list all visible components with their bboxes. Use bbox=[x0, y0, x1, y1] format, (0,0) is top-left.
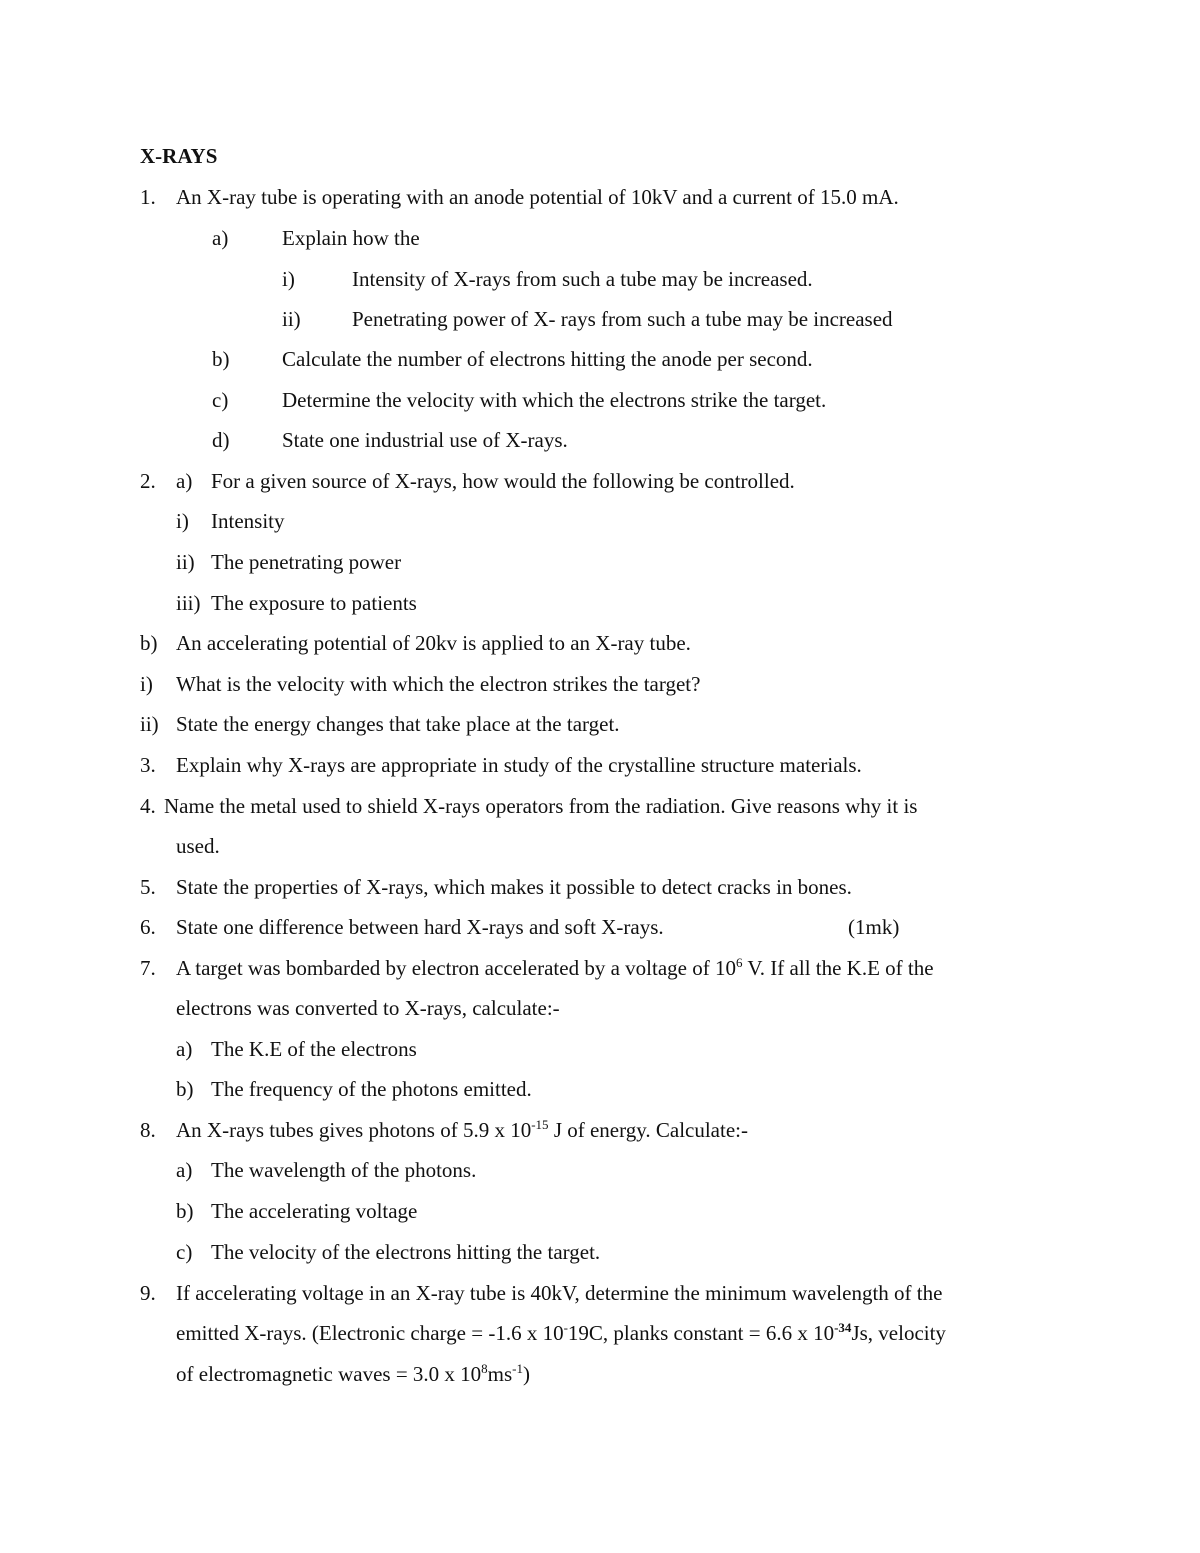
q1aii-label: ii) bbox=[282, 307, 301, 331]
q2-number: 2. bbox=[140, 469, 156, 493]
q9-line2-start: emitted X-rays. (Electronic charge = -1.6 x 10 bbox=[176, 1321, 564, 1345]
q6-marks: (1mk) bbox=[848, 915, 900, 939]
q8-text-start: An X-rays tubes gives photons of 5.9 x 10 bbox=[176, 1118, 532, 1142]
q7-text-start: A target was bombarded by electron accelerated by a voltage of 10 bbox=[176, 956, 736, 980]
q8a-text: The wavelength of the photons. bbox=[211, 1158, 477, 1182]
q3-number: 3. bbox=[140, 753, 156, 777]
q4-text-continued: used. bbox=[176, 834, 220, 858]
q1ai-text: Intensity of X-rays from such a tube may be increased. bbox=[352, 267, 813, 291]
q8-text-end: J of energy. Calculate:- bbox=[548, 1118, 748, 1142]
q7a-text: The K.E of the electrons bbox=[211, 1037, 417, 1061]
q1ai-label: i) bbox=[282, 267, 295, 291]
q9-constants-line bbox=[176, 1321, 946, 1345]
q9-number: 9. bbox=[140, 1281, 156, 1305]
q2ai-text: Intensity bbox=[211, 509, 285, 533]
q8-text bbox=[176, 1118, 748, 1142]
q7-exponent: 6 bbox=[735, 955, 743, 970]
q5-number: 5. bbox=[140, 875, 156, 899]
q2b-text: An accelerating potential of 20kv is applied to an X-ray tube. bbox=[176, 631, 691, 655]
q1aii-text: Penetrating power of X- rays from such a tube may be increased bbox=[352, 307, 893, 331]
q9-wave-velocity-line bbox=[176, 1362, 530, 1386]
q7-text-end: V. If all the K.E of the bbox=[742, 956, 934, 980]
q6-number: 6. bbox=[140, 915, 156, 939]
q9-line2-middle: 19C, planks constant = 6.6 x 10 bbox=[567, 1321, 835, 1345]
q1a-label: a) bbox=[212, 226, 229, 250]
q8a-label: a) bbox=[176, 1158, 193, 1182]
q2aii-text: The penetrating power bbox=[211, 550, 402, 574]
q1-number: 1. bbox=[140, 185, 156, 209]
q2bii-label: ii) bbox=[140, 712, 159, 736]
q5-text: State the properties of X-rays, which makes it possible to detect cracks in bones. bbox=[176, 875, 852, 899]
q4-number: 4. bbox=[140, 794, 156, 818]
q4-text: Name the metal used to shield X-rays operators from the radiation. Give reasons why it is bbox=[164, 794, 918, 818]
q2bi-label: i) bbox=[140, 672, 153, 696]
q8-exponent: -15 bbox=[531, 1117, 549, 1132]
q2aiii-label: iii) bbox=[176, 591, 201, 615]
q2aii-label: ii) bbox=[176, 550, 195, 574]
q8b-text: The accelerating voltage bbox=[211, 1199, 418, 1223]
q7b-text: The frequency of the photons emitted. bbox=[211, 1077, 532, 1101]
q1a-text: Explain how the bbox=[282, 226, 420, 250]
q6-text: State one difference between hard X-rays and soft X-rays. bbox=[176, 915, 664, 939]
q1d-label: d) bbox=[212, 428, 230, 452]
page-title: X-RAYS bbox=[140, 144, 218, 168]
q9-planck-exponent: -34 bbox=[834, 1320, 852, 1335]
q1c-label: c) bbox=[212, 388, 229, 412]
q8c-text: The velocity of the electrons hitting the target. bbox=[211, 1240, 601, 1264]
q9-velocity-exponent: 8 bbox=[481, 1361, 488, 1376]
q7-number: 7. bbox=[140, 956, 156, 980]
q9-line3-end: ) bbox=[523, 1362, 531, 1386]
q9-charge-exponent: - bbox=[563, 1320, 568, 1335]
q1b-label: b) bbox=[212, 347, 230, 371]
q8c-label: c) bbox=[176, 1240, 193, 1264]
q7a-label: a) bbox=[176, 1037, 193, 1061]
q2a-text: For a given source of X-rays, how would the following be controlled. bbox=[211, 469, 795, 493]
q9-line3-unit: ms bbox=[487, 1362, 513, 1386]
q8b-label: b) bbox=[176, 1199, 194, 1223]
q2ai-label: i) bbox=[176, 509, 189, 533]
q1c-text: Determine the velocity with which the electrons strike the target. bbox=[282, 388, 827, 412]
q1d-text: State one industrial use of X-rays. bbox=[282, 428, 568, 452]
q2bii-text: State the energy changes that take place at the target. bbox=[176, 712, 620, 736]
q3-text: Explain why X-rays are appropriate in study of the crystalline structure materials. bbox=[176, 753, 862, 777]
q1b-text: Calculate the number of electrons hitting the anode per second. bbox=[282, 347, 813, 371]
q7-text-continued: electrons was converted to X-rays, calculate:- bbox=[176, 996, 560, 1020]
q7-text bbox=[176, 956, 934, 980]
q1-text: An X-ray tube is operating with an anode potential of 10kV and a current of 15.0 mA. bbox=[176, 185, 899, 209]
q9-line2-end: Js, velocity bbox=[851, 1321, 946, 1345]
q9-line3-start: of electromagnetic waves = 3.0 x 10 bbox=[176, 1362, 482, 1386]
q2aiii-text: The exposure to patients bbox=[211, 591, 417, 615]
q8-number: 8. bbox=[140, 1118, 156, 1142]
q2a-label: a) bbox=[176, 469, 193, 493]
q2b-label: b) bbox=[140, 631, 158, 655]
q2bi-text: What is the velocity with which the electron strikes the target? bbox=[176, 672, 701, 696]
q9-unit-exponent: -1 bbox=[512, 1361, 524, 1376]
q9-text: If accelerating voltage in an X-ray tube is 40kV, determine the minimum wavelength of the bbox=[176, 1281, 943, 1305]
q7b-label: b) bbox=[176, 1077, 194, 1101]
